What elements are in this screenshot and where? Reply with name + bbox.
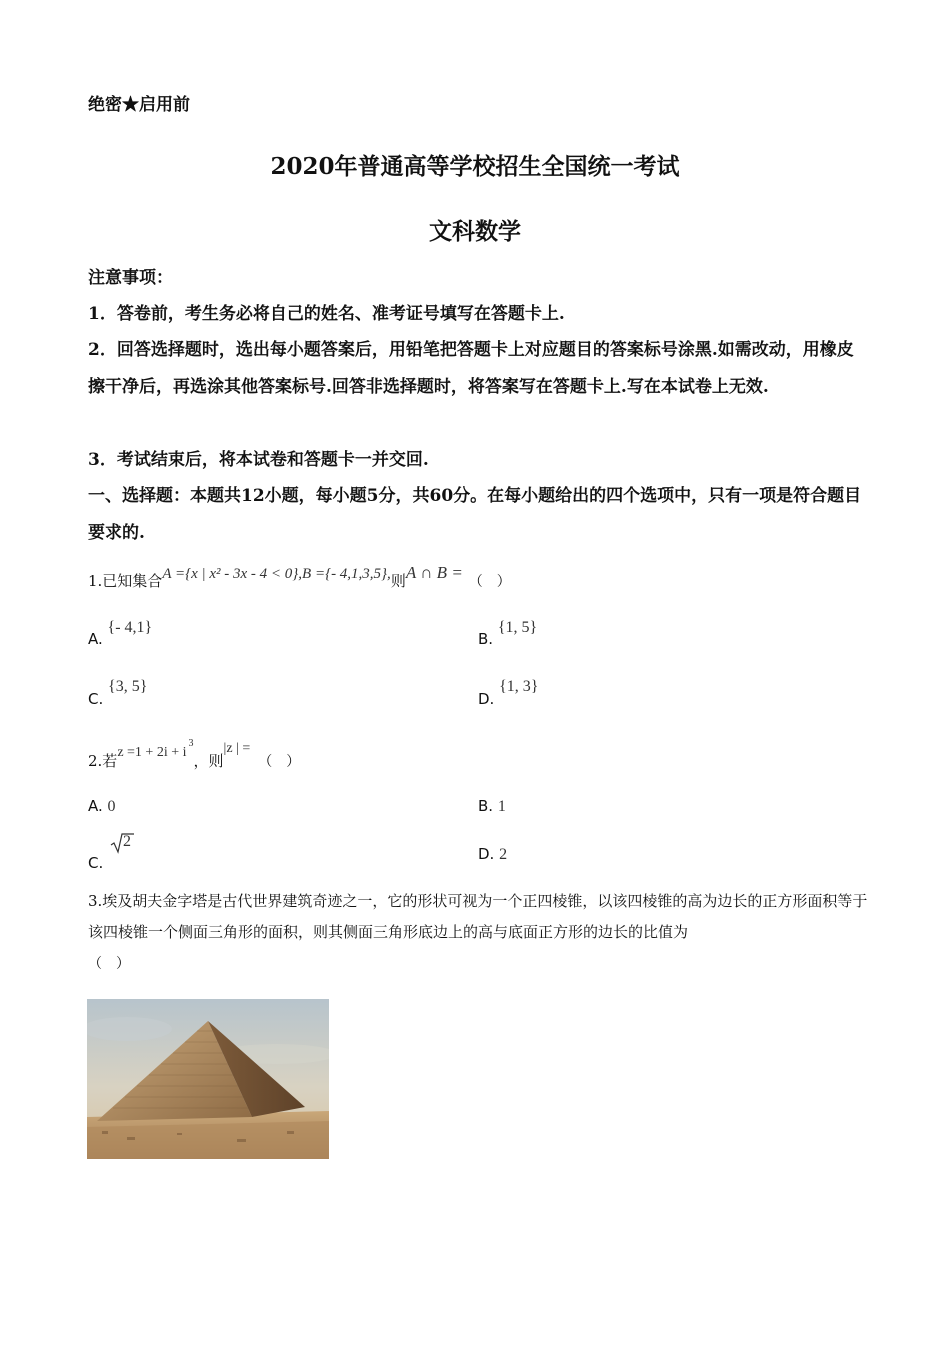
sqrt-icon [110, 832, 134, 854]
q2-option-d-label: D. [478, 845, 495, 863]
pyramid-photo [87, 999, 329, 1159]
q2-option-c-label: C. [88, 854, 104, 872]
question-3 [88, 886, 868, 980]
q1-option-a-label: A. [88, 630, 103, 648]
question-2 [88, 738, 301, 770]
q2-option-b-label: B. [478, 797, 494, 815]
q2-option-d[interactable] [478, 845, 507, 864]
exam-subtitle: 文科数学 [429, 218, 521, 245]
question-1 [88, 562, 511, 590]
question-2-expr-main: z =1 + 2i + i [117, 745, 187, 760]
confidential-mark: 绝密★启用前 [88, 95, 190, 115]
q2-option-c-value: 2 [123, 833, 132, 850]
q2-option-d-value: 2 [499, 846, 508, 863]
notes-heading: 注意事项： [88, 268, 173, 288]
question-1-expr: A ∩ B = [405, 563, 463, 582]
q1-option-b-label: B. [478, 630, 494, 648]
note-item-1: 1．答卷前，考生务必将自己的姓名、准考证号填写在答题卡上. [88, 304, 565, 324]
question-1-set-a: A ={x | x² - 3x - 4 < 0}, [162, 566, 303, 582]
q1-option-c[interactable] [88, 677, 148, 708]
q2-option-b[interactable] [478, 797, 506, 816]
q1-option-d-label: D. [478, 690, 495, 708]
q1-option-a-value: {- 4,1} [107, 619, 153, 636]
q1-option-d-value: {1, 3} [499, 678, 539, 695]
question-2-expr [117, 738, 194, 760]
question-1-set-b: B ={- 4,1,3,5}, [302, 566, 391, 582]
q2-option-b-value: 1 [497, 798, 506, 815]
question-3-text: 3.埃及胡夫金字塔是古代世界建筑奇迹之一，它的形状可视为一个正四棱锥，以该四棱锥的高为边长的正方形面积等于该四棱锥一个侧面三角形的面积，则其侧面三角形底边上的高与底面正方形的边长的比值为 [88, 892, 868, 941]
q1-option-c-label: C. [88, 690, 104, 708]
q2-option-a-value: 0 [107, 798, 116, 815]
question-2-abs: |z | = [223, 741, 251, 756]
section-heading: 一、选择题：本题共12小题，每小题5分，共60分。在每小题给出的四个选项中，只有一项是符合题目要求的. [88, 486, 862, 543]
q2-option-a-label: A. [88, 797, 103, 815]
question-1-paren: （ ） [468, 574, 511, 590]
question-2-expr-exponent: 3 [188, 738, 194, 749]
q1-option-b-value: {1, 5} [497, 619, 538, 636]
q1-option-d[interactable] [478, 677, 539, 708]
q1-option-c-value: {3, 5} [108, 678, 148, 695]
q1-option-a[interactable] [88, 618, 153, 648]
question-1-prefix: 1.已知集合 [88, 572, 163, 590]
q2-option-c[interactable] [88, 832, 134, 872]
q2-option-a[interactable] [88, 797, 116, 816]
exam-title: 2020年普通高等学校招生全国统一考试 [270, 153, 680, 180]
note-item-3: 3．考试结束后，将本试卷和答题卡一并交回. [88, 450, 429, 470]
q1-option-b[interactable] [478, 618, 538, 648]
question-1-mid: 则 [390, 572, 406, 590]
question-2-paren: （ ） [258, 754, 301, 770]
note-item-2: 2．回答选择题时，选出每小题答案后，用铅笔把答题卡上对应题目的答案标号涂黑.如需改动，用橡皮擦干净后，再选涂其他答案标号.回答非选择题时，将答案写在答题卡上.写在本试卷上无效. [88, 340, 854, 397]
question-2-mid: ，则 [193, 752, 224, 770]
question-3-paren: （ ） [88, 956, 130, 972]
question-2-prefix: 2.若 [88, 752, 118, 770]
